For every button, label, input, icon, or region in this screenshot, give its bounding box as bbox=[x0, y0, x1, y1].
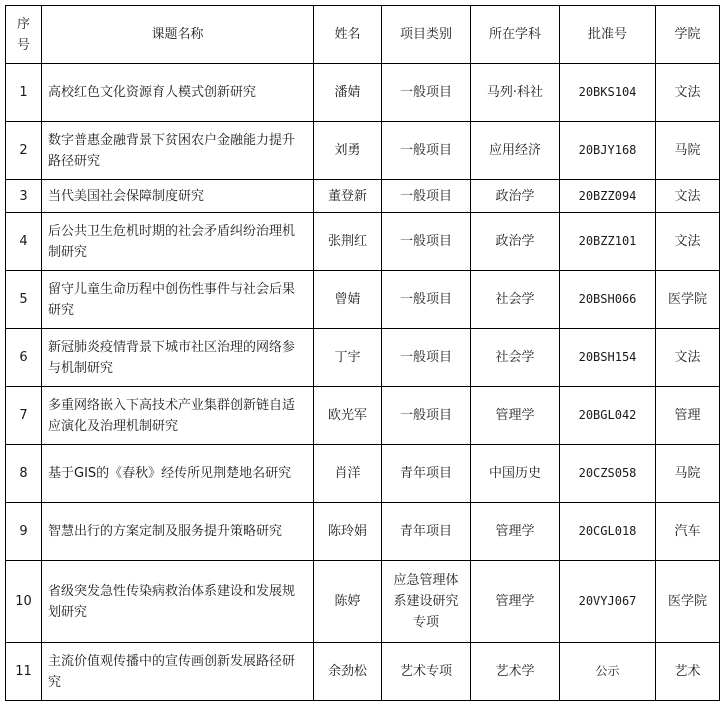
cell-discipline: 管理学 bbox=[471, 503, 560, 561]
cell-approval: 20BGL042 bbox=[560, 387, 656, 445]
table-row bbox=[6, 122, 720, 180]
cell-discipline: 马列·科社 bbox=[471, 64, 560, 122]
cell-discipline: 社会学 bbox=[471, 271, 560, 329]
cell-approval: 20VYJ067 bbox=[560, 561, 656, 643]
cell-no: 8 bbox=[6, 445, 42, 503]
cell-discipline: 政治学 bbox=[471, 213, 560, 271]
cell-college: 文法 bbox=[656, 329, 720, 387]
cell-type: 艺术专项 bbox=[382, 643, 471, 701]
header-discipline: 所在学科 bbox=[471, 6, 560, 64]
cell-title: 数字普惠金融背景下贫困农户金融能力提升路径研究 bbox=[42, 122, 314, 180]
cell-type: 一般项目 bbox=[382, 64, 471, 122]
cell-name: 刘勇 bbox=[314, 122, 382, 180]
cell-type: 一般项目 bbox=[382, 213, 471, 271]
cell-approval: 20CGL018 bbox=[560, 503, 656, 561]
cell-name: 董登新 bbox=[314, 180, 382, 213]
table-row bbox=[6, 329, 720, 387]
cell-approval: 20BSH066 bbox=[560, 271, 656, 329]
cell-name: 肖洋 bbox=[314, 445, 382, 503]
cell-no: 5 bbox=[6, 271, 42, 329]
cell-approval: 20CZS058 bbox=[560, 445, 656, 503]
cell-type: 青年项目 bbox=[382, 445, 471, 503]
cell-type: 一般项目 bbox=[382, 122, 471, 180]
cell-title: 主流价值观传播中的宣传画创新发展路径研究 bbox=[42, 643, 314, 701]
cell-type: 一般项目 bbox=[382, 329, 471, 387]
cell-title: 基于GIS的《春秋》经传所见荆楚地名研究 bbox=[42, 445, 314, 503]
cell-approval: 20BJY168 bbox=[560, 122, 656, 180]
table-row bbox=[6, 503, 720, 561]
cell-discipline: 管理学 bbox=[471, 387, 560, 445]
cell-approval: 20BKS104 bbox=[560, 64, 656, 122]
cell-approval: 公示 bbox=[560, 643, 656, 701]
cell-name: 余劲松 bbox=[314, 643, 382, 701]
cell-approval: 20BZZ101 bbox=[560, 213, 656, 271]
cell-name: 陈婷 bbox=[314, 561, 382, 643]
cell-name: 张荆红 bbox=[314, 213, 382, 271]
cell-no: 11 bbox=[6, 643, 42, 701]
table-row bbox=[6, 64, 720, 122]
cell-no: 6 bbox=[6, 329, 42, 387]
table-row bbox=[6, 445, 720, 503]
cell-discipline: 艺术学 bbox=[471, 643, 560, 701]
cell-type: 一般项目 bbox=[382, 387, 471, 445]
cell-title: 高校红色文化资源育人模式创新研究 bbox=[42, 64, 314, 122]
header-title: 课题名称 bbox=[42, 6, 314, 64]
cell-college: 马院 bbox=[656, 122, 720, 180]
cell-title: 后公共卫生危机时期的社会矛盾纠纷治理机制研究 bbox=[42, 213, 314, 271]
cell-no: 9 bbox=[6, 503, 42, 561]
cell-title: 多重网络嵌入下高技术产业集群创新链自适应演化及治理机制研究 bbox=[42, 387, 314, 445]
cell-discipline: 社会学 bbox=[471, 329, 560, 387]
cell-approval: 20BSH154 bbox=[560, 329, 656, 387]
cell-college: 管理 bbox=[656, 387, 720, 445]
cell-no: 3 bbox=[6, 180, 42, 213]
table-row bbox=[6, 180, 720, 213]
header-row bbox=[6, 6, 720, 64]
cell-type: 一般项目 bbox=[382, 271, 471, 329]
cell-no: 10 bbox=[6, 561, 42, 643]
project-table bbox=[5, 5, 720, 701]
cell-no: 2 bbox=[6, 122, 42, 180]
header-name: 姓名 bbox=[314, 6, 382, 64]
cell-no: 7 bbox=[6, 387, 42, 445]
header-college: 学院 bbox=[656, 6, 720, 64]
cell-no: 1 bbox=[6, 64, 42, 122]
table-row bbox=[6, 271, 720, 329]
cell-college: 医学院 bbox=[656, 271, 720, 329]
cell-college: 汽车 bbox=[656, 503, 720, 561]
cell-name: 曾婧 bbox=[314, 271, 382, 329]
cell-type: 一般项目 bbox=[382, 180, 471, 213]
header-type: 项目类别 bbox=[382, 6, 471, 64]
cell-approval: 20BZZ094 bbox=[560, 180, 656, 213]
cell-title: 当代美国社会保障制度研究 bbox=[42, 180, 314, 213]
cell-type: 应急管理体系建设研究专项 bbox=[382, 561, 471, 643]
table-row bbox=[6, 643, 720, 701]
cell-college: 文法 bbox=[656, 213, 720, 271]
cell-name: 丁宇 bbox=[314, 329, 382, 387]
table-row bbox=[6, 387, 720, 445]
table-row bbox=[6, 213, 720, 271]
cell-discipline: 应用经济 bbox=[471, 122, 560, 180]
cell-name: 陈玲娟 bbox=[314, 503, 382, 561]
cell-college: 艺术 bbox=[656, 643, 720, 701]
cell-discipline: 管理学 bbox=[471, 561, 560, 643]
cell-college: 文法 bbox=[656, 64, 720, 122]
cell-college: 文法 bbox=[656, 180, 720, 213]
cell-discipline: 中国历史 bbox=[471, 445, 560, 503]
cell-title: 省级突发急性传染病救治体系建设和发展规划研究 bbox=[42, 561, 314, 643]
cell-title: 新冠肺炎疫情背景下城市社区治理的网络参与机制研究 bbox=[42, 329, 314, 387]
cell-college: 医学院 bbox=[656, 561, 720, 643]
header-approval: 批准号 bbox=[560, 6, 656, 64]
header-no: 序号 bbox=[6, 6, 42, 64]
table-row bbox=[6, 561, 720, 643]
cell-name: 欧光军 bbox=[314, 387, 382, 445]
cell-type: 青年项目 bbox=[382, 503, 471, 561]
cell-discipline: 政治学 bbox=[471, 180, 560, 213]
cell-college: 马院 bbox=[656, 445, 720, 503]
cell-title: 智慧出行的方案定制及服务提升策略研究 bbox=[42, 503, 314, 561]
cell-name: 潘婧 bbox=[314, 64, 382, 122]
cell-no: 4 bbox=[6, 213, 42, 271]
cell-title: 留守儿童生命历程中创伤性事件与社会后果研究 bbox=[42, 271, 314, 329]
